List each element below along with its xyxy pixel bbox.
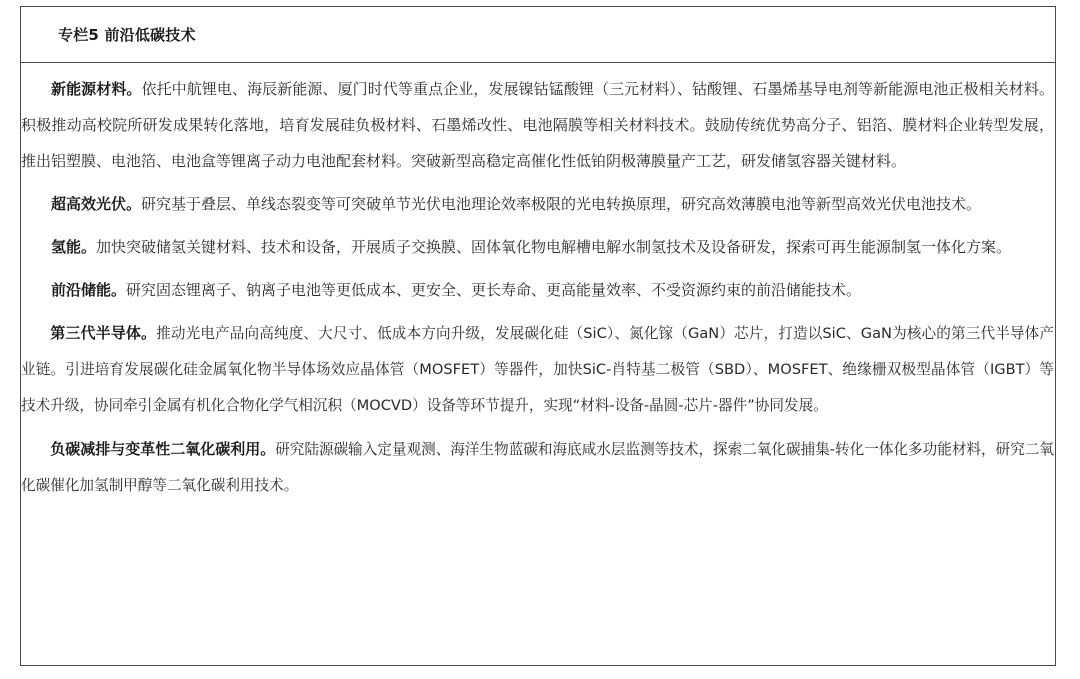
column-box xyxy=(20,6,1056,666)
column-body xyxy=(21,63,1055,504)
paragraph-ultra-efficient-pv xyxy=(21,186,1055,222)
paragraph-lead: 第三代半导体。 xyxy=(50,324,157,342)
paragraph-lead: 氢能。 xyxy=(51,238,97,256)
paragraph-lead: 新能源材料。 xyxy=(51,80,142,98)
column-header xyxy=(21,7,1055,63)
paragraph-text: 推动光电产品向高纯度、大尺寸、低成本方向升级，发展碳化硅（SiC）、氮化镓（GaN）芯片，打造以SiC、GaN为核心的第三代半导体产业链。引进培育发展碳化硅金属氧化物半导体场效应晶体管（MOSFET）等器件，加快SiC-肖特基二极管（SBD）、MOSFET、绝缘栅双极型晶体管（IGBT）等技术升级，协同牵引金属有机化合物化学气相沉积（MOCVD）设备等环节提升，实现“材料-设备-晶圆-芯片-器件”协同发展。 xyxy=(21,325,1054,414)
paragraph-lead: 负碳减排与变革性二氧化碳利用。 xyxy=(50,440,276,458)
paragraph-text: 加快突破储氢关键材料、技术和设备，开展质子交换膜、固体氧化物电解槽电解水制氢技术及设备研发，探索可再生能源制氢一体化方案。 xyxy=(96,238,1012,256)
paragraph-third-gen-semiconductor xyxy=(21,315,1055,424)
paragraph-hydrogen xyxy=(21,229,1055,265)
paragraph-lead: 前沿储能。 xyxy=(51,281,127,299)
paragraph-lead: 超高效光伏。 xyxy=(51,195,142,213)
paragraph-text: 研究固态锂离子、钠离子电池等更低成本、更安全、更长寿命、更高能量效率、不受资源约束的前沿储能技术。 xyxy=(126,281,862,299)
paragraph-text: 研究陆源碳输入定量观测、海洋生物蓝碳和海底咸水层监测等技术，探索二氧化碳捕集-转化一体化多功能材料，研究二氧化碳催化加氢制甲醇等二氧化碳利用技术。 xyxy=(21,441,1054,494)
column-title: 专栏5 前沿低碳技术 xyxy=(58,26,196,44)
paragraph-new-energy-materials xyxy=(21,71,1055,179)
paragraph-text: 依托中航锂电、海辰新能源、厦门时代等重点企业，发展镍钴锰酸锂（三元材料）、钴酸锂、石墨烯基导电剂等新能源电池正极相关材料。积极推动高校院所研发成果转化落地，培育发展硅负极材料、石墨烯改性、电池隔膜等相关材料技术。鼓励传统优势高分子、铝箔、膜材料企业转型发展，推出铝塑膜、电池箔、电池盒等锂离子动力电池配套材料。突破新型高稳定高催化性低铂阴极薄膜量产工艺，研发储氢容器关键材料。 xyxy=(21,80,1054,170)
paragraph-text: 研究基于叠层、单线态裂变等可突破单节光伏电池理论效率极限的光电转换原理，研究高效薄膜电池等新型高效光伏电池技术。 xyxy=(141,195,982,213)
paragraph-frontier-storage xyxy=(21,272,1055,308)
paragraph-negative-carbon xyxy=(21,431,1055,504)
